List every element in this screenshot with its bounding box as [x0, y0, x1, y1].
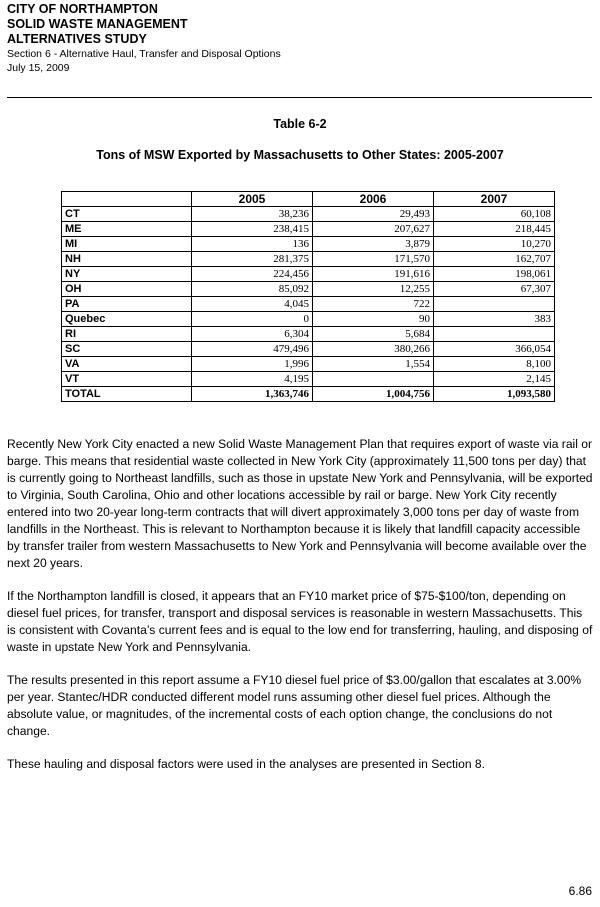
state-cell: SC: [62, 342, 192, 357]
total-2007: 1,093,580: [434, 387, 555, 402]
value-2007: 60,108: [434, 207, 555, 222]
value-2007: 10,270: [434, 237, 555, 252]
value-2006: 1,554: [313, 357, 434, 372]
value-2006: 722: [313, 297, 434, 312]
value-2005: 0: [192, 312, 313, 327]
header-line-department: SOLID WASTE MANAGEMENT: [7, 17, 188, 31]
value-2006: 90: [313, 312, 434, 327]
value-2006: 12,255: [313, 282, 434, 297]
value-2006: 3,879: [313, 237, 434, 252]
value-2006: 191,616: [313, 267, 434, 282]
state-cell: PA: [62, 297, 192, 312]
value-2005: 38,236: [192, 207, 313, 222]
value-2007: [434, 297, 555, 312]
state-cell: MI: [62, 237, 192, 252]
total-label: TOTAL: [62, 387, 192, 402]
table-row: [62, 237, 555, 252]
value-2006: 207,627: [313, 222, 434, 237]
table-row: [62, 297, 555, 312]
table-row: [62, 252, 555, 267]
value-2007: 198,061: [434, 267, 555, 282]
value-2007: 383: [434, 312, 555, 327]
state-cell: Quebec: [62, 312, 192, 327]
header-date: July 15, 2009: [7, 62, 70, 74]
value-2005: 281,375: [192, 252, 313, 267]
header-line-city: CITY OF NORTHAMPTON: [7, 2, 158, 16]
column-header-state: [62, 192, 192, 207]
value-2005: 224,456: [192, 267, 313, 282]
table-title: Tons of MSW Exported by Massachusetts to Other States: 2005-2007: [96, 148, 504, 162]
table-header-row: [62, 192, 555, 207]
value-2005: 4,045: [192, 297, 313, 312]
value-2005: 1,996: [192, 357, 313, 372]
table-row: [62, 207, 555, 222]
state-cell: NY: [62, 267, 192, 282]
paragraph-nyc-plan: Recently New York City enacted a new Solid Waste Management Plan that requires export of waste via rail or barge. This means that residential waste collected in New York City (approximately 11,500 tons per day) that is currently going to Northeast landfills, such as those in upstate New York and Pennsylvania, will be exported to Virginia, South Carolina, Ohio and other locations accessible by rail or barge. New York City recently entered into two 20-year long-term contracts that will divert approximately 3,000 tons per day of waste from landfills in the Northeast. This is relevant to Northampton because it is likely that landfill capacity accessible by transfer trailer from western Massachusetts to New York and Pennsylvania will become available over the next 20 years.: [7, 437, 593, 570]
value-2005: 85,092: [192, 282, 313, 297]
total-2006: 1,004,756: [313, 387, 434, 402]
table-row: [62, 312, 555, 327]
column-header-2007: 2007: [434, 192, 555, 207]
table-row: [62, 282, 555, 297]
header-line-study: ALTERNATIVES STUDY: [7, 32, 147, 46]
value-2005: 479,496: [192, 342, 313, 357]
table-label: Table 6-2: [273, 117, 327, 131]
table-row: [62, 222, 555, 237]
value-2006: 5,684: [313, 327, 434, 342]
value-2006: 380,266: [313, 342, 434, 357]
paragraph-fuel-price: The results presented in this report assume a FY10 diesel fuel price of $3.00/gallon that escalates at 3.00% per year. Stantec/HDR conducted different model runs assuming other diesel fuel prices. Although the absolute value, or magnitudes, of the incremental costs of each option change, the conclusions do not change.: [7, 673, 582, 738]
value-2005: 238,415: [192, 222, 313, 237]
state-cell: ME: [62, 222, 192, 237]
column-header-2005: 2005: [192, 192, 313, 207]
paragraph-factors: These hauling and disposal factors were used in the analyses are presented in Section 8.: [7, 757, 485, 771]
page-number: 6.86: [568, 884, 592, 898]
table-row: [62, 372, 555, 387]
value-2006: [313, 372, 434, 387]
table-row: [62, 357, 555, 372]
header-divider: [7, 97, 592, 98]
value-2007: 2,145: [434, 372, 555, 387]
state-cell: CT: [62, 207, 192, 222]
table-row: [62, 342, 555, 357]
value-2007: 218,445: [434, 222, 555, 237]
value-2007: 8,100: [434, 357, 555, 372]
value-2007: 366,054: [434, 342, 555, 357]
state-cell: VA: [62, 357, 192, 372]
header-section: Section 6 - Alternative Haul, Transfer and Disposal Options: [7, 48, 281, 60]
body-text: [7, 436, 593, 789]
value-2007: 162,707: [434, 252, 555, 267]
total-2005: 1,363,746: [192, 387, 313, 402]
msw-export-table: [61, 191, 555, 402]
table-total-row: [62, 387, 555, 402]
value-2007: 67,307: [434, 282, 555, 297]
table-row: [62, 327, 555, 342]
state-cell: OH: [62, 282, 192, 297]
state-cell: RI: [62, 327, 192, 342]
value-2005: 6,304: [192, 327, 313, 342]
value-2006: 29,493: [313, 207, 434, 222]
state-cell: VT: [62, 372, 192, 387]
document-header: [7, 2, 281, 75]
table-row: [62, 267, 555, 282]
state-cell: NH: [62, 252, 192, 267]
value-2005: 4,195: [192, 372, 313, 387]
value-2006: 171,570: [313, 252, 434, 267]
value-2007: [434, 327, 555, 342]
column-header-2006: 2006: [313, 192, 434, 207]
paragraph-market-price: If the Northampton landfill is closed, it appears that an FY10 market price of $75-$100/ton, depending on diesel fuel prices, for transfer, transport and disposal services is reasonable in western Massachusetts. This is consistent with Covanta’s current fees and is equal to the low end for transferring, hauling, and disposing of waste in upstate New York and Pennsylvania.: [7, 589, 593, 654]
value-2005: 136: [192, 237, 313, 252]
